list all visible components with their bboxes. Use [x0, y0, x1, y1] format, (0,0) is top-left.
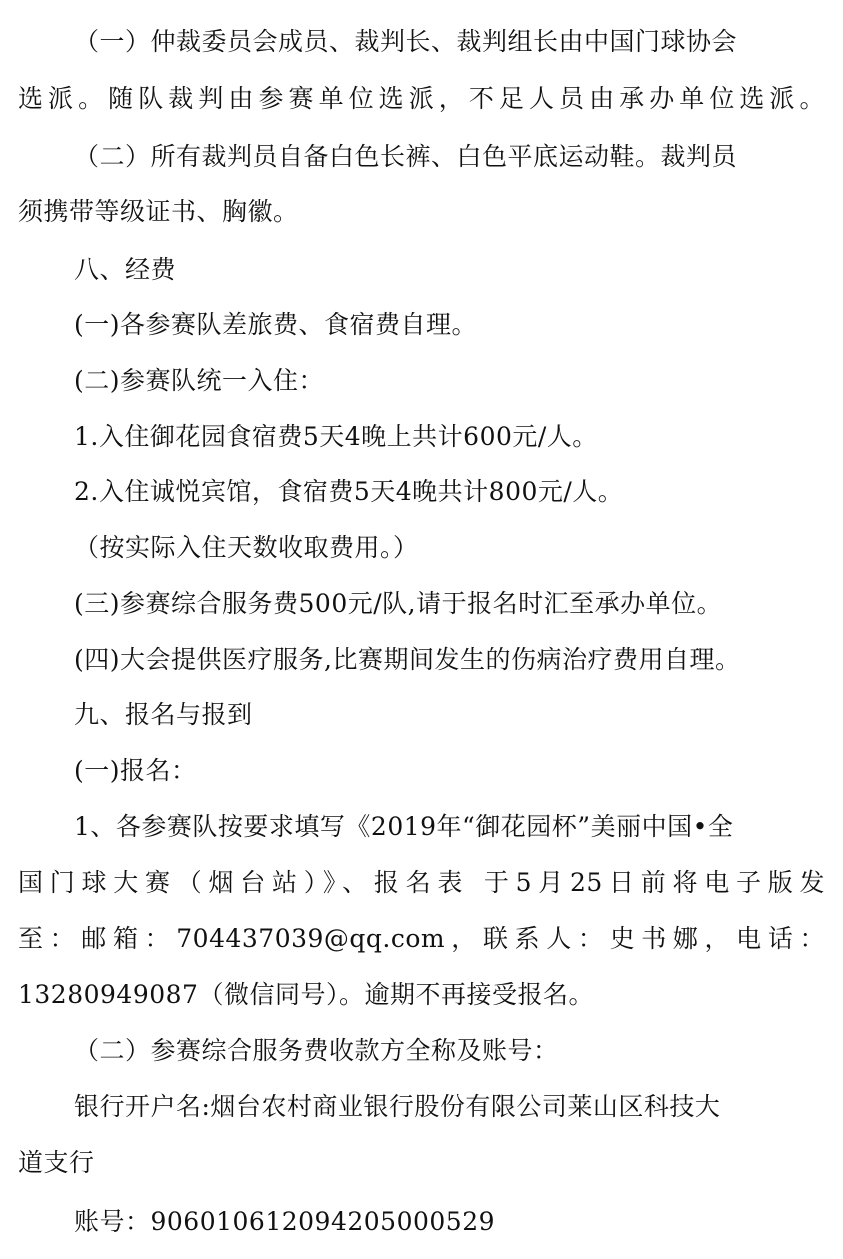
text-line-19: （二）参赛综合服务费收款方全称及账号：	[74, 1036, 559, 1065]
text-line-11: (三)参赛综合服务费500元/队,请于报名时汇至承办单位。	[74, 589, 723, 618]
text-line-2: 选派。随队裁判由参赛单位选派，不足人员由承办单位选派。	[18, 84, 825, 113]
text-line-3: （二）所有裁判员自备白色长裤、白色平底运动鞋。裁判员	[74, 142, 738, 171]
text-line-4: 须携带等级证书、胸徽。	[18, 197, 299, 226]
text-line-1: （一）仲裁委员会成员、裁判长、裁判组长由中国门球协会	[74, 27, 738, 56]
text-line-12: (四)大会提供医疗服务,比赛期间发生的伤病治疗费用自理。	[74, 645, 741, 674]
text-line-21: 道支行	[18, 1148, 95, 1177]
text-line-9: 2.入住诚悦宾馆，食宿费5天4晚共计800元/人。	[74, 477, 624, 506]
text-line-20: 银行开户名:烟台农村商业银行股份有限公司莱山区科技大	[74, 1092, 721, 1121]
text-line-15: 1、各参赛队按要求填写《2019年“御花园杯”美丽中国•全	[74, 812, 734, 841]
text-line-10: （按实际入住天数收取费用。）	[74, 533, 419, 562]
text-line-18: 13280949087（微信同号）。逾期不再接受报名。	[18, 980, 594, 1009]
text-line-14: (一)报名：	[74, 756, 197, 785]
section-heading-registration: 九、报名与报到	[74, 700, 253, 729]
text-line-6: (一)各参赛队差旅费、食宿费自理。	[74, 310, 478, 339]
section-heading-expenses: 八、经费	[74, 255, 177, 284]
account-number-line: 账号：906010612094205000529	[74, 1207, 496, 1236]
text-line-8: 1.入住御花园食宿费5天4晚上共计600元/人。	[74, 422, 598, 451]
text-line-16: 国门球大赛（烟台站）》、报名表 于5月25日前将电子版发	[18, 868, 825, 897]
text-line-17: 至：邮箱：704437039@qq.com，联系人：史书娜，电话：	[18, 924, 825, 953]
text-line-7: (二)参赛队统一入住：	[74, 366, 325, 395]
